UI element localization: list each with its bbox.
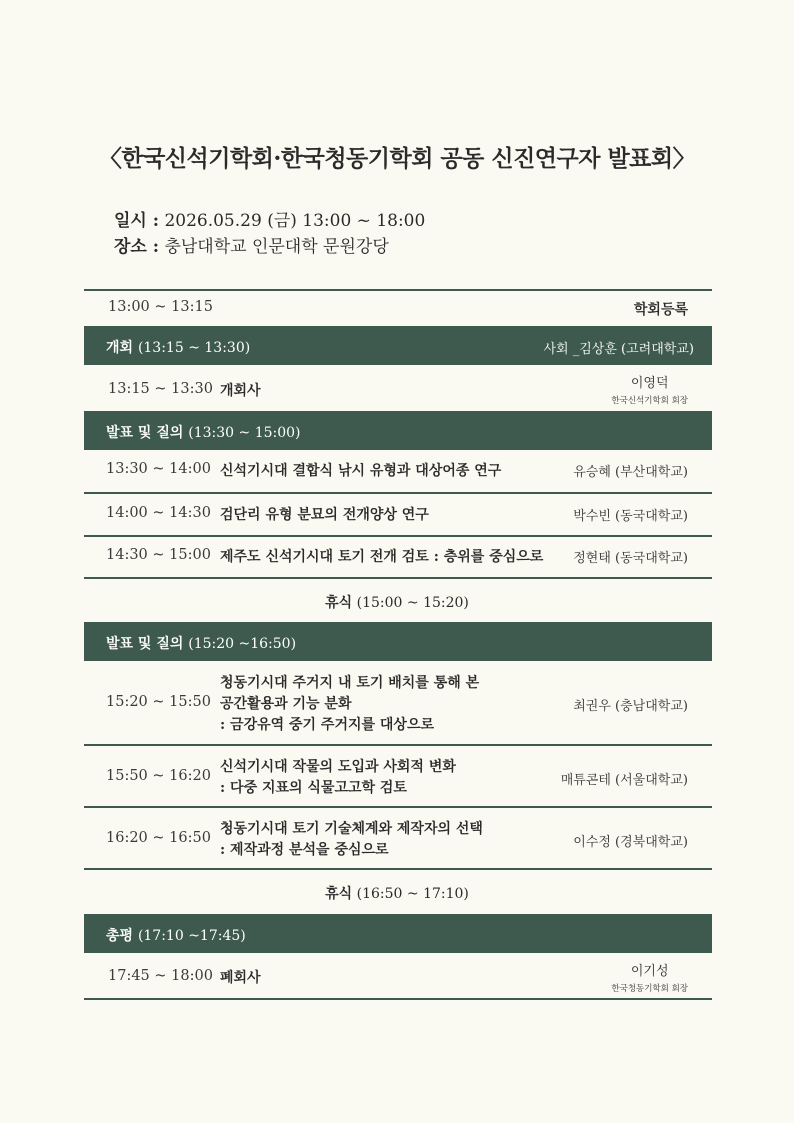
opening-speaker — [611, 372, 688, 406]
closing-time: 17:45 ~ 18:00 — [108, 968, 213, 984]
talk-topic-line: 신석기시대 결합식 낚시 유형과 대상어종 연구 — [220, 463, 502, 479]
talk-topic-line: 검단리 유형 분묘의 전개양상 연구 — [220, 507, 429, 523]
text: (13:15 ~ 13:30) — [137, 340, 251, 356]
section-label — [106, 633, 296, 653]
talk-topic-line: 공간활용과 기능 분화 — [220, 696, 352, 712]
text: 휴식 — [325, 886, 353, 902]
text: 한국신석기학회 회장 — [611, 396, 688, 406]
text: 발표 및 질의 — [106, 636, 184, 652]
place-value: 충남대학교 인문대학 문원강당 — [164, 237, 389, 257]
talk-topic-line: 신석기시대 작물의 도입과 사회적 변화 — [220, 759, 456, 775]
talk-presenter: 박수빈 (동국대학교) — [573, 509, 688, 524]
text: 총평 — [106, 928, 134, 944]
closing-speaker — [611, 960, 688, 994]
talk-time: 13:30 ~ 14:00 — [106, 461, 211, 477]
text: 한국청동기학회 회장 — [611, 984, 688, 994]
talk-topic-line: : 금강유역 중기 주거지를 대상으로 — [220, 717, 434, 733]
divider — [84, 492, 712, 494]
talk-time: 15:50 ~ 16:20 — [106, 768, 211, 784]
divider — [84, 868, 712, 870]
place-line — [114, 232, 389, 257]
registration-time: 13:00 ~ 13:15 — [108, 299, 213, 315]
text: 이기성 — [630, 964, 669, 979]
talk-topic-line: : 다중 지표의 식물고고학 검토 — [220, 780, 407, 796]
divider — [84, 744, 712, 746]
text — [220, 819, 483, 861]
text — [220, 757, 456, 799]
text: 휴식 — [325, 595, 353, 611]
text — [220, 673, 479, 736]
talk-topic-line: 청동기시대 주거지 내 토기 배치를 통해 본 — [220, 675, 480, 691]
talk-presenter: 유승혜 (부산대학교) — [573, 465, 688, 480]
divider — [84, 289, 712, 291]
text: (15:00 ~ 15:20) — [356, 595, 469, 611]
talk-presenter: 최권우 (충남대학교) — [573, 699, 688, 714]
date-value: 2026.05.29 (금) 13:00 ~ 18:00 — [164, 211, 426, 231]
section-label — [106, 422, 301, 442]
section-label — [106, 925, 246, 945]
registration-label: 학회등록 — [633, 302, 688, 318]
section-band-session-2 — [84, 622, 712, 661]
section-band-review — [84, 914, 712, 953]
talk-time: 16:20 ~ 16:50 — [106, 830, 211, 846]
text: 개회 — [106, 340, 134, 356]
section-band-session-1 — [84, 411, 712, 450]
section-label — [106, 337, 250, 357]
break-2 — [0, 883, 794, 903]
date-line — [114, 206, 425, 231]
talk-time: 14:00 ~ 14:30 — [106, 505, 211, 521]
opening-topic: 개회사 — [220, 383, 261, 399]
text: 이영덕 — [630, 376, 669, 391]
page-title: 〈한국신석기학회·한국청동기학회 공동 신진연구자 발표회〉 — [98, 145, 696, 172]
text: (16:50 ~ 17:10) — [356, 886, 469, 902]
divider — [84, 577, 712, 579]
divider — [84, 806, 712, 808]
divider — [84, 535, 712, 537]
talk-topic-line: 청동기시대 토기 기술체계와 제작자의 선택 — [220, 821, 483, 837]
talk-time: 14:30 ~ 15:00 — [106, 547, 211, 563]
text: (13:30 ~ 15:00) — [188, 425, 301, 441]
talk-topic-line: 제주도 신석기시대 토기 전개 검토 : 층위를 중심으로 — [220, 549, 544, 565]
talk-presenter: 매튜콘테 (서울대학교) — [560, 773, 688, 788]
section-band-opening — [84, 326, 712, 365]
opening-time: 13:15 ~ 13:30 — [108, 381, 213, 397]
text: 발표 및 질의 — [106, 425, 184, 441]
moderator: 사회 _김상훈 (고려대학교) — [543, 342, 694, 357]
place-label: 장소 : — [114, 237, 160, 257]
divider — [84, 998, 712, 1000]
talk-presenter: 정현태 (동국대학교) — [573, 551, 688, 566]
closing-topic: 폐회사 — [220, 970, 261, 986]
text: (17:10 ~17:45) — [137, 928, 246, 944]
text: (15:20 ~16:50) — [188, 636, 297, 652]
talk-time: 15:20 ~ 15:50 — [106, 694, 211, 710]
break-1 — [0, 592, 794, 612]
talk-topic-line: : 제작과정 분석을 중심으로 — [220, 842, 389, 858]
talk-presenter: 이수정 (경북대학교) — [573, 835, 688, 850]
date-label: 일시 : — [114, 211, 160, 231]
